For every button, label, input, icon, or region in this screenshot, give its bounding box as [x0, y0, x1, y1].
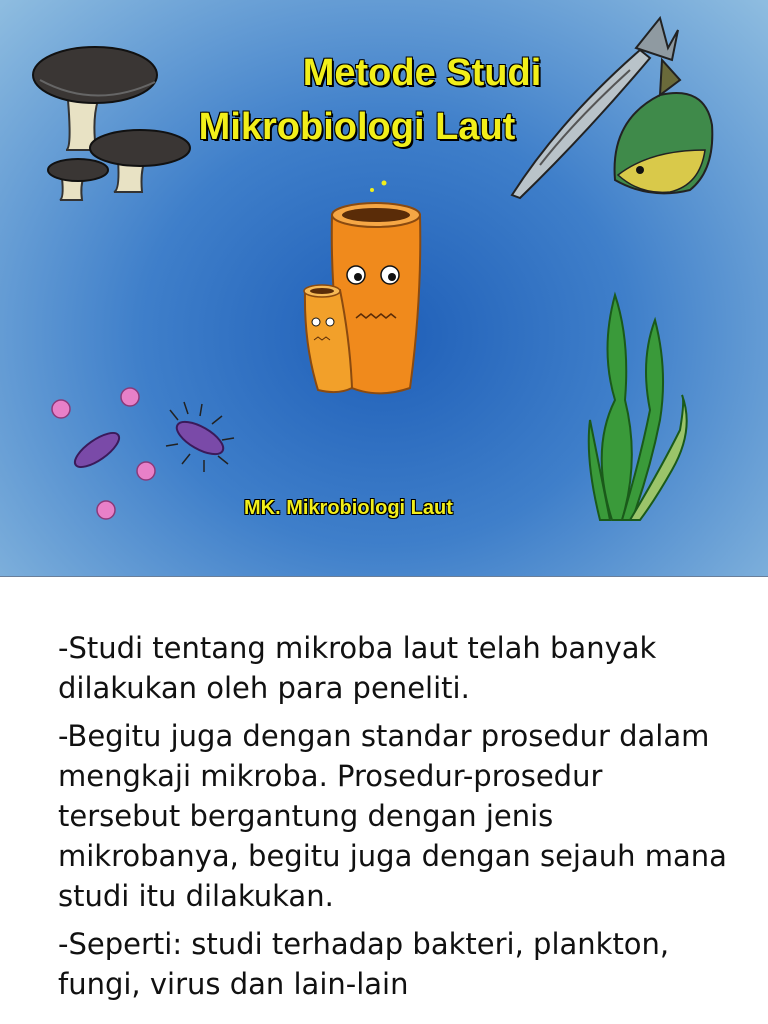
- paragraph: -Begitu juga dengan standar prosedur dalam mengkaji mikroba. Prosedur-prosedur tersebut bergantung dengan jenis mikrobanya, begitu juga dengan sejauh mana studi itu dilakukan.: [58, 719, 727, 913]
- slide-subtitle: MK. Mikrobiologi Laut: [244, 497, 453, 519]
- slide-title-line2: Mikrobiologi Laut: [198, 106, 516, 148]
- paragraph: -Studi tentang mikroba laut telah banyak dilakukan oleh para peneliti.: [58, 631, 657, 705]
- slide-title-line1: Metode Studi: [302, 52, 542, 94]
- bacteria-icon: [52, 388, 234, 519]
- paragraph: -Seperti: studi terhadap bakteri, plankton, fungi, virus dan lain-lain: [58, 927, 670, 1001]
- document-body: [58, 628, 728, 1012]
- seaweed-icon: [589, 295, 687, 520]
